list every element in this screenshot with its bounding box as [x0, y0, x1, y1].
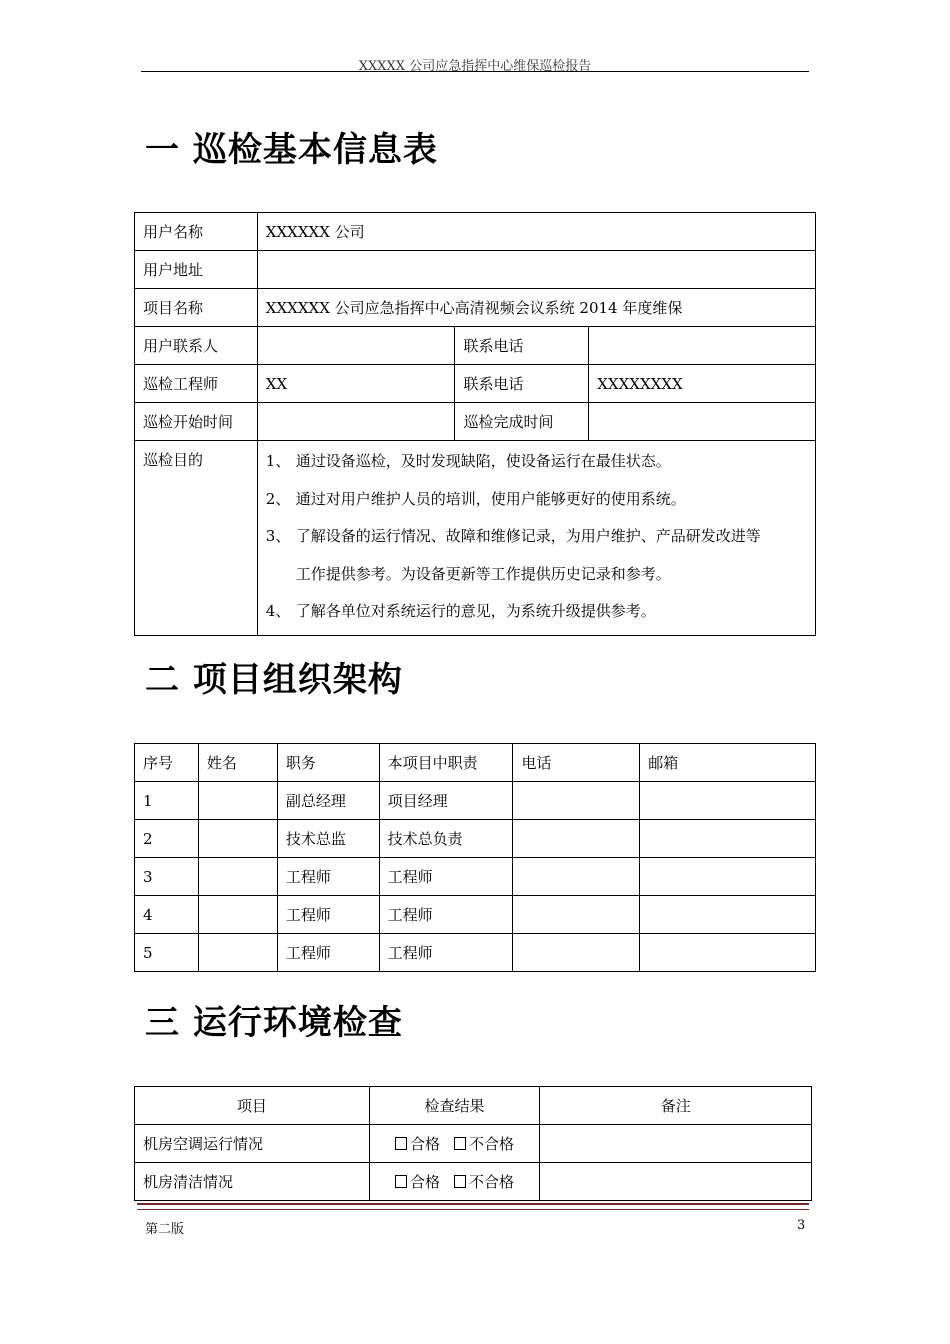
header-cell: 姓名: [198, 744, 277, 782]
section2-title: 二 项目组织架构: [145, 660, 403, 700]
table-cell: [513, 858, 640, 896]
list-item: [266, 556, 807, 594]
table-cell: [198, 820, 277, 858]
user-name-value: XXXXXX 公司: [257, 213, 815, 251]
table-row: [135, 934, 816, 972]
table-row: [135, 365, 816, 403]
start-time-value: [257, 403, 455, 441]
user-address-label: 用户地址: [135, 251, 258, 289]
pass-option[interactable]: [395, 1173, 440, 1191]
header-cell: 项目: [135, 1087, 370, 1125]
end-time-label: 巡检完成时间: [455, 403, 589, 441]
fail-label: 不合格: [469, 1135, 515, 1153]
check-note: [540, 1163, 812, 1201]
table-cell: 5: [135, 934, 199, 972]
table-cell: 工程师: [379, 896, 513, 934]
table-cell: 工程师: [277, 934, 379, 972]
table-row: [135, 441, 816, 636]
environment-check-table: [134, 1086, 812, 1201]
engineer-value: XX: [257, 365, 455, 403]
user-address-value: [257, 251, 815, 289]
table-row: [135, 1163, 812, 1201]
contact-phone-value: [589, 327, 816, 365]
project-name-label: 项目名称: [135, 289, 258, 327]
footer-rule: [137, 1203, 809, 1210]
engineer-phone-value: XXXXXXXX: [589, 365, 816, 403]
table-cell: [640, 782, 816, 820]
table-row: [135, 896, 816, 934]
table-row: [135, 403, 816, 441]
org-table: [134, 743, 816, 972]
header-cell: 电话: [513, 744, 640, 782]
fail-option[interactable]: [454, 1135, 514, 1153]
header-rule: [141, 71, 809, 72]
pass-option[interactable]: [395, 1135, 440, 1153]
table-cell: 3: [135, 858, 199, 896]
end-time-value: [589, 403, 816, 441]
engineer-label: 巡检工程师: [135, 365, 258, 403]
table-cell: [640, 858, 816, 896]
table-row: [135, 289, 816, 327]
table-row: [135, 251, 816, 289]
check-item: 机房清洁情况: [135, 1163, 370, 1201]
purpose-text: 了解各单位对系统运行的意见，为系统升级提供参考。: [295, 602, 656, 620]
project-name-value: XXXXXX 公司应急指挥中心高清视频会议系统 2014 年度维保: [257, 289, 815, 327]
table-cell: 副总经理: [277, 782, 379, 820]
purpose-text: 了解设备的运行情况、故障和维修记录，为用户维护、产品研发改进等: [295, 527, 761, 545]
table-row: [135, 213, 816, 251]
check-result: [369, 1125, 540, 1163]
table-cell: [640, 820, 816, 858]
table-cell: 4: [135, 896, 199, 934]
list-item: [266, 518, 807, 556]
purpose-text: 通过对用户维护人员的培训，使用户能够更好的使用系统。: [295, 489, 686, 508]
section3-title: 三 运行环境检查: [145, 1003, 403, 1043]
purpose-label: 巡检目的: [135, 441, 258, 636]
contact-phone-label: 联系电话: [455, 327, 589, 365]
footer-edition: 第二版: [145, 1222, 185, 1237]
page-header-title: XXXXX 公司应急指挥中心维保巡检报告: [358, 59, 592, 74]
pass-label: 合格: [410, 1135, 441, 1153]
table-cell: 项目经理: [379, 782, 513, 820]
purpose-num: 3、: [265, 527, 291, 545]
table-cell: [513, 782, 640, 820]
purpose-text: 通过设备巡检，及时发现缺陷，使设备运行在最佳状态。: [295, 452, 671, 470]
table-cell: [640, 934, 816, 972]
table-cell: [513, 896, 640, 934]
header-cell: 职务: [277, 744, 379, 782]
checkbox-icon[interactable]: [454, 1175, 466, 1188]
table-cell: [640, 896, 816, 934]
table-cell: 工程师: [379, 934, 513, 972]
table-cell: [198, 782, 277, 820]
table-row: [135, 782, 816, 820]
start-time-label: 巡检开始时间: [135, 403, 258, 441]
page-number: 3: [797, 1218, 806, 1233]
list-item: [266, 443, 807, 481]
table-cell: [198, 896, 277, 934]
table-cell: 1: [135, 782, 199, 820]
table-cell: 工程师: [277, 896, 379, 934]
engineer-phone-label: 联系电话: [455, 365, 589, 403]
purpose-num: 2、: [265, 489, 291, 508]
checkbox-icon[interactable]: [454, 1137, 466, 1150]
table-cell: 工程师: [277, 858, 379, 896]
header-cell: 备注: [540, 1087, 812, 1125]
table-cell: 技术总负责: [379, 820, 513, 858]
table-cell: 2: [135, 820, 199, 858]
header-cell: 邮箱: [640, 744, 816, 782]
section1-title: 一 巡检基本信息表: [145, 130, 438, 170]
table-cell: 工程师: [379, 858, 513, 896]
check-result: [369, 1163, 540, 1201]
table-header-row: [135, 1087, 812, 1125]
pass-label: 合格: [410, 1173, 441, 1191]
table-row: [135, 327, 816, 365]
purpose-num: 1、: [265, 452, 291, 470]
table-cell: [198, 858, 277, 896]
header-cell: 本项目中职责: [379, 744, 513, 782]
header-cell: 序号: [135, 744, 199, 782]
check-note: [540, 1125, 812, 1163]
checkbox-icon[interactable]: [395, 1137, 407, 1150]
fail-option[interactable]: [454, 1173, 514, 1191]
list-item: [266, 593, 807, 631]
table-cell: 技术总监: [277, 820, 379, 858]
basic-info-table: [134, 212, 816, 636]
check-item: 机房空调运行情况: [135, 1125, 370, 1163]
user-name-label: 用户名称: [135, 213, 258, 251]
purpose-list: [266, 441, 807, 635]
user-contact-value: [257, 327, 455, 365]
purpose-text: 工作提供参考。为设备更新等工作提供历史记录和参考。: [295, 564, 671, 583]
purpose-num: 4、: [265, 602, 291, 620]
table-cell: [513, 934, 640, 972]
purpose-cell: [257, 441, 815, 636]
list-item: [266, 481, 807, 519]
table-cell: [513, 820, 640, 858]
checkbox-icon[interactable]: [395, 1175, 407, 1188]
user-contact-label: 用户联系人: [135, 327, 258, 365]
table-row: [135, 820, 816, 858]
table-row: [135, 1125, 812, 1163]
table-cell: [198, 934, 277, 972]
fail-label: 不合格: [469, 1173, 515, 1191]
header-cell: 检查结果: [369, 1087, 540, 1125]
table-row: [135, 858, 816, 896]
table-header-row: [135, 744, 816, 782]
